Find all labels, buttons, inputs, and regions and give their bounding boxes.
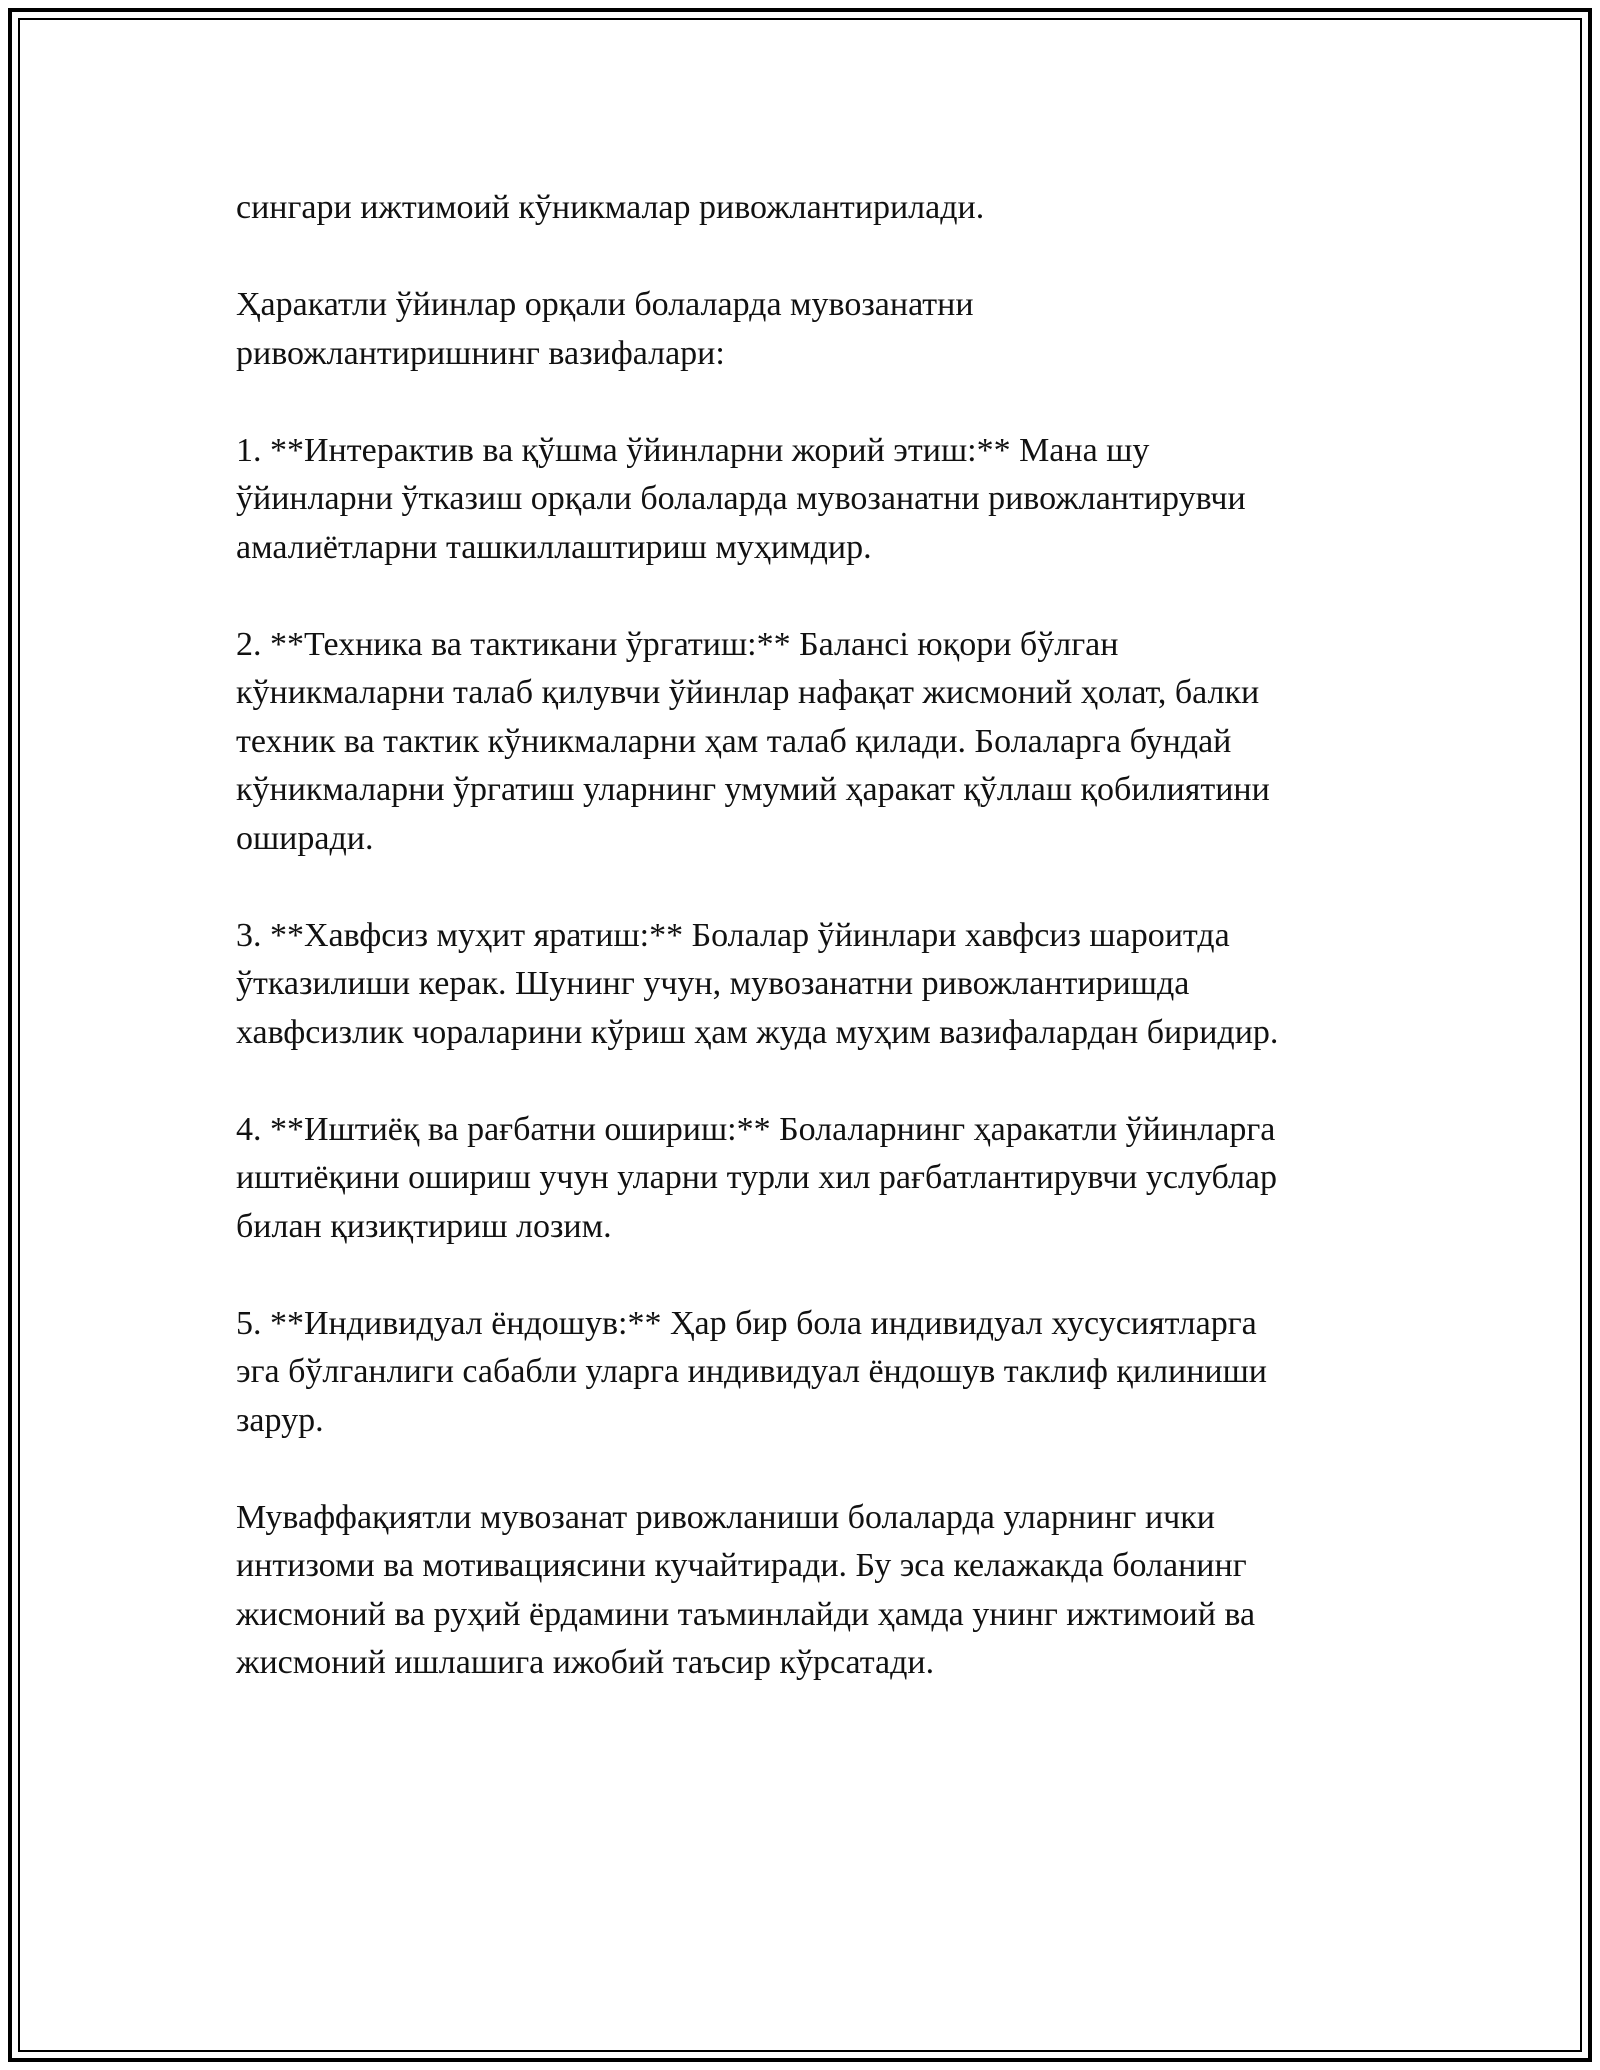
paragraph-tasks-heading: Ҳаракатли ўйинлар орқали болаларда мувозанатни ривожлантиришнинг вазифалари: xyxy=(236,286,974,372)
list-item-4: 4. **Иштиёқ ва рағбатни ошириш:** Болаларнинг ҳаракатли ўйинларга иштиёқини ошириш учун уларни турли хил рағбатлантирувчи услублар билан қизиқтириш лозим. xyxy=(236,1110,1278,1245)
paragraph-conclusion: Муваффақиятли мувозанат ривожланиши болаларда уларнинг ички интизоми ва мотивациясини кучайтиради. Бу эса келажакда боланинг жисмоний ва руҳий ёрдамини таъминлайди ҳамда унинг ижтимоий ва жисмоний ишлашига ижобий таъсир кўрсатади. xyxy=(236,1498,1256,1681)
list-item-2: 2. **Техника ва тактикани ўргатиш:** Балансi юқори бўлган кўникмаларни талаб қилувчи ўйинлар нафақат жисмоний ҳолат, балки техник ва тактик кўникмаларни ҳам талаб қилади. Болаларга бундай кўникмаларни ўргатиш уларнинг умумий ҳаракат қўллаш қобилиятини оширади. xyxy=(236,625,1270,857)
paragraph-continuation: сингари ижтимоий кўникмалар ривожлантирилади. xyxy=(236,189,985,226)
document-body xyxy=(236,184,1376,1736)
list-item-3: 3. **Хавфсиз муҳит яратиш:** Болалар ўйинлари хавфсиз шароитда ўтказилиши керак. Шунинг учун, мувозанатни ривожлантиришда хавфсизлик чораларини кўриш ҳам жуда муҳим вазифалардан биридир. xyxy=(236,916,1279,1051)
list-item-1: 1. **Интерактив ва қўшма ўйинларни жорий этиш:** Мана шу ўйинларни ўтказиш орқали болаларда мувозанатни ривожлантирувчи амалиётларни ташкиллаштириш муҳимдир. xyxy=(236,431,1246,566)
list-item-5: 5. **Индивидуал ёндошув:** Ҳар бир бола индивидуал хусусиятларга эга бўлганлиги сабабли уларга индивидуал ёндошув таклиф қилиниши зарур. xyxy=(236,1304,1268,1439)
